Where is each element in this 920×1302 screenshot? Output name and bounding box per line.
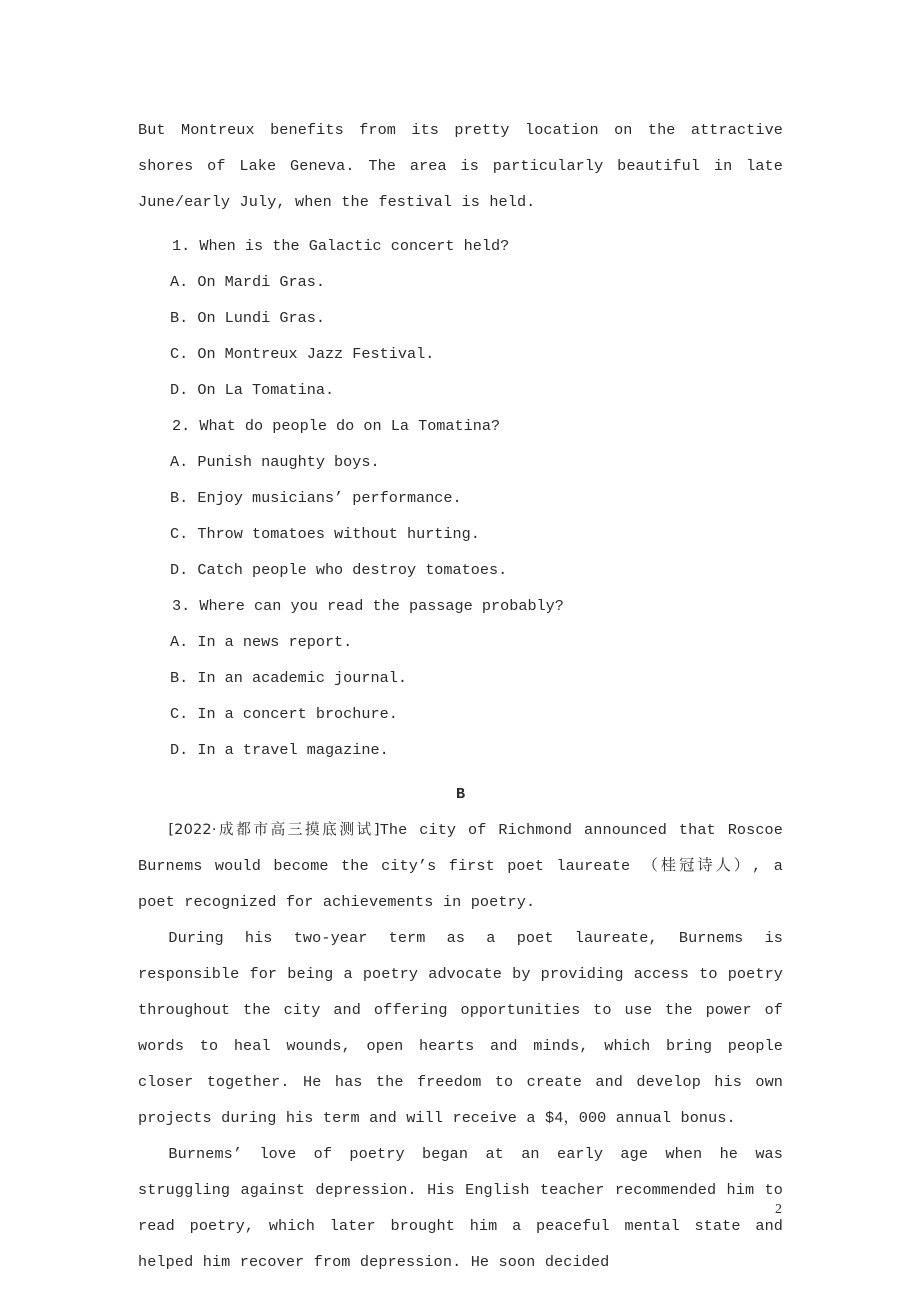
page-number: 2	[775, 1202, 782, 1217]
question-3-option-c[interactable]: C. In a concert brochure.	[170, 705, 398, 723]
question-3-stem: 3. Where can you read the passage probably?	[172, 597, 564, 615]
question-3-option-a[interactable]: A. In a news report.	[170, 633, 353, 651]
document-content-column	[138, 112, 783, 1280]
question-1-option-b[interactable]: B. On Lundi Gras.	[170, 309, 325, 327]
passage-a-closing-paragraph: But Montreux benefits from its pretty location on the attractive shores of Lake Geneva. The area is particularly beautiful in late June/early July, when the festival is held.	[138, 121, 783, 211]
question-2-option-a[interactable]: A. Punish naughty boys.	[170, 453, 380, 471]
question-2-option-b[interactable]: B. Enjoy musicians’ performance.	[170, 489, 462, 507]
question-2-stem: 2. What do people do on La Tomatina?	[172, 417, 501, 435]
passage-b-source-tag: [2022·成都市高三摸底测试]	[168, 821, 380, 838]
question-1-option-c[interactable]: C. On Montreux Jazz Festival.	[170, 345, 435, 363]
spacer	[138, 220, 783, 228]
spacer	[138, 768, 783, 776]
question-3-option-b[interactable]: B. In an academic journal.	[170, 669, 407, 687]
question-1-option-d[interactable]: D. On La Tomatina.	[170, 381, 335, 399]
question-1-stem: 1. When is the Galactic concert held?	[172, 237, 510, 255]
question-3-option-d[interactable]: D. In a travel magazine.	[170, 741, 389, 759]
question-2-option-c[interactable]: C. Throw tomatoes without hurting.	[170, 525, 480, 543]
passage-b-paragraph-1-text: The city of Richmond announced that Roscoe Burnems would become the city’s first poet laureate （桂冠诗人）, a poet recognized for achievements in poetry.	[138, 821, 783, 911]
passage-b-paragraph-3: Burnems’ love of poetry began at an early age when he was struggling against depression. His English teacher recommended him to read poetry, which later brought him a peaceful mental state and helped him recover from depression. He soon decided	[138, 1145, 783, 1271]
question-2-option-d[interactable]: D. Catch people who destroy tomatoes.	[170, 561, 508, 579]
question-1-option-a[interactable]: A. On Mardi Gras.	[170, 273, 325, 291]
passage-b-paragraph-2: During his two-year term as a poet laureate, Burnems is responsible for being a poetry advocate by providing access to poetry throughout the city and offering opportunities to use the power of words to heal wounds, open hearts and minds, which bring people closer together. He has the freedom to create and develop his own projects during his term and will receive a $4，000 annual bonus.	[138, 929, 783, 1127]
passage-b-section-label: B	[455, 785, 466, 803]
passage-b-paragraph-1	[138, 812, 783, 920]
